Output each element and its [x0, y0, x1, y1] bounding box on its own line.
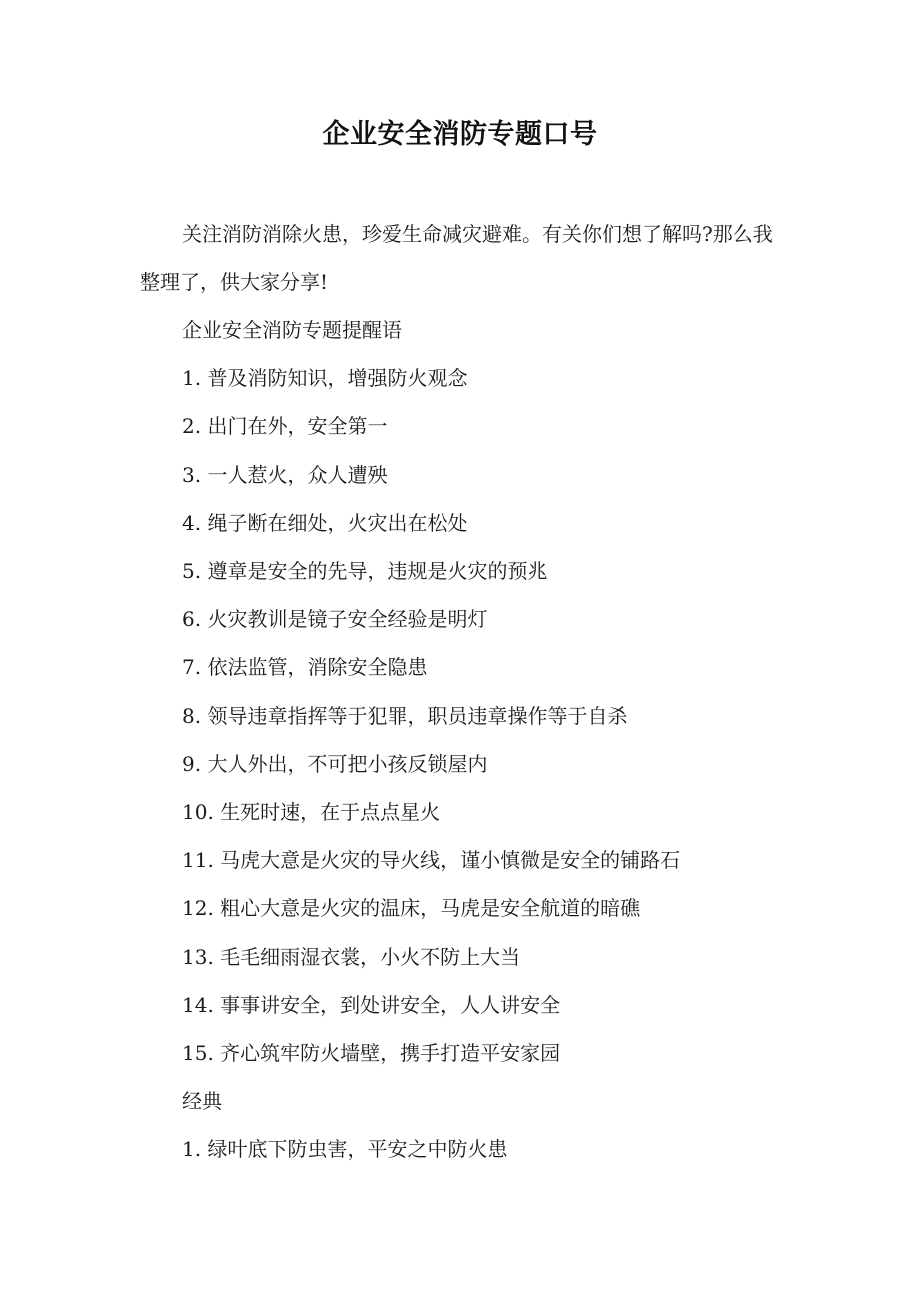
slogan-item: 2. 出门在外，安全第一 [182, 414, 388, 439]
slogan-item: 4. 绳子断在细处，火灾出在松处 [182, 510, 468, 535]
slogan-item: 8. 领导违章指挥等于犯罪，职员违章操作等于自杀 [182, 703, 628, 728]
section-heading-reminders: 企业安全消防专题提醒语 [182, 318, 402, 342]
slogan-item: 15. 齐心筑牢防火墙壁，携手打造平安家园 [182, 1041, 561, 1066]
slogan-item: 10. 生死时速，在于点点星火 [182, 800, 441, 825]
document-body [140, 210, 790, 1174]
slogan-item: 11. 马虎大意是火灾的导火线，谨小慎微是安全的铺路石 [182, 848, 681, 873]
slogan-item: 3. 一人惹火，众人遭殃 [182, 462, 388, 487]
slogan-item: 5. 遵章是安全的先导，违规是火灾的预兆 [182, 559, 548, 584]
slogan-item: 14. 事事讲安全，到处讲安全，人人讲安全 [182, 992, 561, 1017]
document-title: 企业安全消防专题口号 [322, 119, 598, 150]
slogan-item: 13. 毛毛细雨湿衣裳，小火不防上大当 [182, 944, 521, 969]
slogan-item: 9. 大人外出，不可把小孩反锁屋内 [182, 751, 488, 776]
section-heading-classic: 经典 [182, 1089, 222, 1114]
slogan-item: 6. 火灾教训是镜子安全经验是明灯 [182, 607, 488, 632]
slogan-item: 1. 绿叶底下防虫害，平安之中防火患 [182, 1137, 508, 1162]
intro-paragraph: 关注消防消除火患，珍爱生命减灾避难。有关你们想了解吗?那么我整理了，供大家分享! [140, 222, 773, 294]
slogan-item: 1. 普及消防知识，增强防火观念 [182, 366, 468, 391]
slogan-item: 7. 依法监管，消除安全隐患 [182, 655, 428, 680]
slogan-item: 12. 粗心大意是火灾的温床，马虎是安全航道的暗礁 [182, 896, 641, 921]
